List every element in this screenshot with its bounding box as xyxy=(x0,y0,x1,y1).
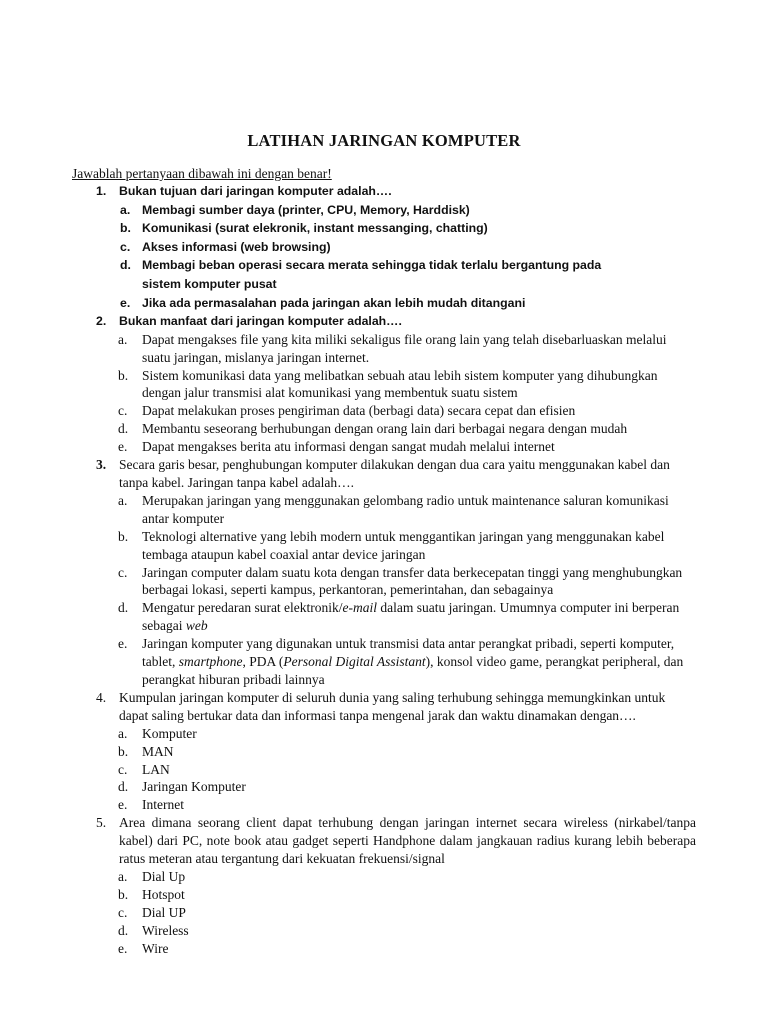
option-3c xyxy=(72,564,696,600)
option-text-mid: dalam suatu jaringan. Umumnya computer ini berperan sebagai xyxy=(142,600,680,634)
question-text: Bukan manfaat dari jaringan komputer adalah…. xyxy=(119,314,402,329)
option-5a xyxy=(72,868,696,886)
page-title: LATIHAN JARINGAN KOMPUTER xyxy=(247,131,521,150)
question-number: 2. xyxy=(96,314,107,329)
option-text: Jika ada permasalahan pada jaringan akan lebih mudah ditangani xyxy=(142,295,526,310)
question-number: 1. xyxy=(96,184,107,198)
option-1b xyxy=(72,219,696,238)
option-2c xyxy=(72,402,696,420)
option-1e xyxy=(72,294,696,313)
option-4d xyxy=(72,778,696,796)
option-letter: c. xyxy=(120,239,131,254)
option-letter: d. xyxy=(118,779,129,795)
option-text-post: ), konsol video game, perangkat peripheral, dan perangkat hiburan pribadi lainnya xyxy=(142,654,684,687)
option-text: MAN xyxy=(142,743,174,759)
option-text: Dial Up xyxy=(142,868,186,884)
option-2e xyxy=(72,438,696,456)
question-4 xyxy=(72,689,696,725)
option-letter: e. xyxy=(118,797,128,813)
option-3a xyxy=(72,492,696,528)
option-text: Jaringan computer dalam suatu kota dengan transfer data berkecepatan tinggi yang menghubungkan berbagai lokasi, seperti kampus, perkantoran, pemerintahan, dan sebagainya xyxy=(142,564,683,598)
option-letter: e. xyxy=(118,636,128,652)
option-text: Hotspot xyxy=(142,886,185,902)
question-number: 3. xyxy=(96,457,107,473)
option-1d xyxy=(72,256,696,293)
option-letter: d. xyxy=(118,922,129,938)
option-text: Dapat mengakses berita atu informasi dengan sangat mudah melalui internet xyxy=(142,439,555,455)
option-text-mid: , PDA ( xyxy=(242,654,284,670)
option-5b xyxy=(72,886,696,904)
option-letter: d. xyxy=(118,421,129,437)
question-5 xyxy=(72,814,696,868)
question-2 xyxy=(72,312,696,331)
question-text: Kumpulan jaringan komputer di seluruh dunia yang saling terhubung sehingga memungkinkan untuk dapat saling bertukar data dan informasi tanpa mengenal jarak dan waktu dinamakan dengan…. xyxy=(119,689,666,723)
question-number: 4. xyxy=(96,689,107,705)
option-text: Wireless xyxy=(142,922,189,938)
option-text: Akses informasi (web browsing) xyxy=(142,239,331,254)
option-text: Sistem komunikasi data yang melibatkan sebuah atau lebih sistem komputer yang dihubungkan dengan jalur transmisi alat komunikasi yang membentuk suatu sistem xyxy=(142,367,658,401)
option-letter: c. xyxy=(118,904,128,920)
option-text: Membagi beban operasi secara merata sehingga tidak terlalu bergantung pada sistem komputer pusat xyxy=(142,258,602,291)
option-4b xyxy=(72,743,696,761)
option-2b xyxy=(72,367,696,403)
option-letter: c. xyxy=(118,564,128,580)
question-text: Bukan tujuan dari jaringan komputer adalah…. xyxy=(119,184,392,198)
option-text: Merupakan jaringan yang menggunakan gelombang radio untuk maintenance saluran komunikasi antar komputer xyxy=(142,492,669,526)
instruction-text: Jawablah pertanyaan dibawah ini dengan benar! xyxy=(72,166,332,181)
option-2a xyxy=(72,331,696,367)
option-text-em: Personal Digital Assistant xyxy=(283,654,426,670)
option-letter: b. xyxy=(118,528,129,544)
question-list xyxy=(72,182,696,957)
option-letter: b. xyxy=(118,886,129,902)
option-text-pre: Jaringan komputer yang digunakan untuk transmisi data antar perangkat pribadi, seperti komputer, tablet, xyxy=(142,636,675,670)
question-3 xyxy=(72,456,696,492)
option-5e xyxy=(72,940,696,958)
option-4a xyxy=(72,725,696,743)
option-text: Membantu seseorang berhubungan dengan orang lain dari berbagai negara dengan mudah xyxy=(142,421,628,437)
option-letter: a. xyxy=(118,725,128,741)
option-5c xyxy=(72,904,696,922)
option-letter: b. xyxy=(118,743,129,759)
option-1c xyxy=(72,238,696,257)
option-4e xyxy=(72,796,696,814)
option-text-pre: Mengatur peredaran surat elektronik/ xyxy=(142,600,343,616)
option-text: Komputer xyxy=(142,725,197,741)
option-5d xyxy=(72,922,696,940)
option-3d xyxy=(72,599,696,635)
question-text: Secara garis besar, penghubungan komputer dilakukan dengan dua cara yaitu menggunakan kabel dan tanpa kabel. Jaringan tanpa kabel adalah…. xyxy=(119,457,670,490)
option-text: Komunikasi (surat elekronik, instant messanging, chatting) xyxy=(142,221,488,236)
question-number: 5. xyxy=(96,815,107,831)
option-text-em: e-mail xyxy=(342,600,378,616)
option-letter: e. xyxy=(118,940,128,956)
option-letter: a. xyxy=(118,868,128,884)
option-text: Wire xyxy=(142,940,169,956)
option-text: Membagi sumber daya (printer, CPU, Memory, Harddisk) xyxy=(142,202,470,217)
option-text: Dapat mengakses file yang kita miliki sekaligus file orang lain yang telah disebarluaskan melalui suatu jaringan, mislanya jaringan internet. xyxy=(142,331,667,365)
option-text: Dapat melakukan proses pengiriman data (berbagi data) secara cepat dan efisien xyxy=(142,403,576,419)
option-letter: c. xyxy=(118,761,128,777)
option-letter: e. xyxy=(120,295,131,310)
option-3e xyxy=(72,635,696,689)
option-text: Dial UP xyxy=(142,904,186,920)
option-letter: a. xyxy=(118,331,128,347)
option-4c xyxy=(72,761,696,779)
option-text: Internet xyxy=(142,797,184,813)
option-letter: a. xyxy=(118,492,128,508)
option-letter: d. xyxy=(120,258,131,273)
option-letter: b. xyxy=(120,221,131,236)
option-text: Teknologi alternative yang lebih modern untuk menggantikan jaringan yang menggunakan kabel tembaga ataupun kabel coaxial antar device jaringan xyxy=(142,528,665,562)
option-text: LAN xyxy=(142,761,170,777)
option-letter: b. xyxy=(118,367,129,383)
option-letter: e. xyxy=(118,439,128,455)
option-letter: d. xyxy=(118,600,129,616)
question-text: Area dimana seorang client dapat terhubung dengan jaringan internet secara wireless (nirkabel/tanpa kabel) dari PC, note book atau gadget seperti Handphone dalam jangkauan radius kurang lebih beberapa ratus meteran atau tergantung dari kekuatan frekuensi/signal xyxy=(119,815,696,867)
option-letter: c. xyxy=(118,403,128,419)
option-letter: a. xyxy=(120,202,131,217)
option-text-em: web xyxy=(185,618,208,634)
question-1 xyxy=(72,182,696,201)
option-3b xyxy=(72,528,696,564)
option-1a xyxy=(72,201,696,220)
option-text-em: smartphone xyxy=(178,654,243,670)
option-2d xyxy=(72,420,696,438)
option-text: Jaringan Komputer xyxy=(142,779,246,795)
